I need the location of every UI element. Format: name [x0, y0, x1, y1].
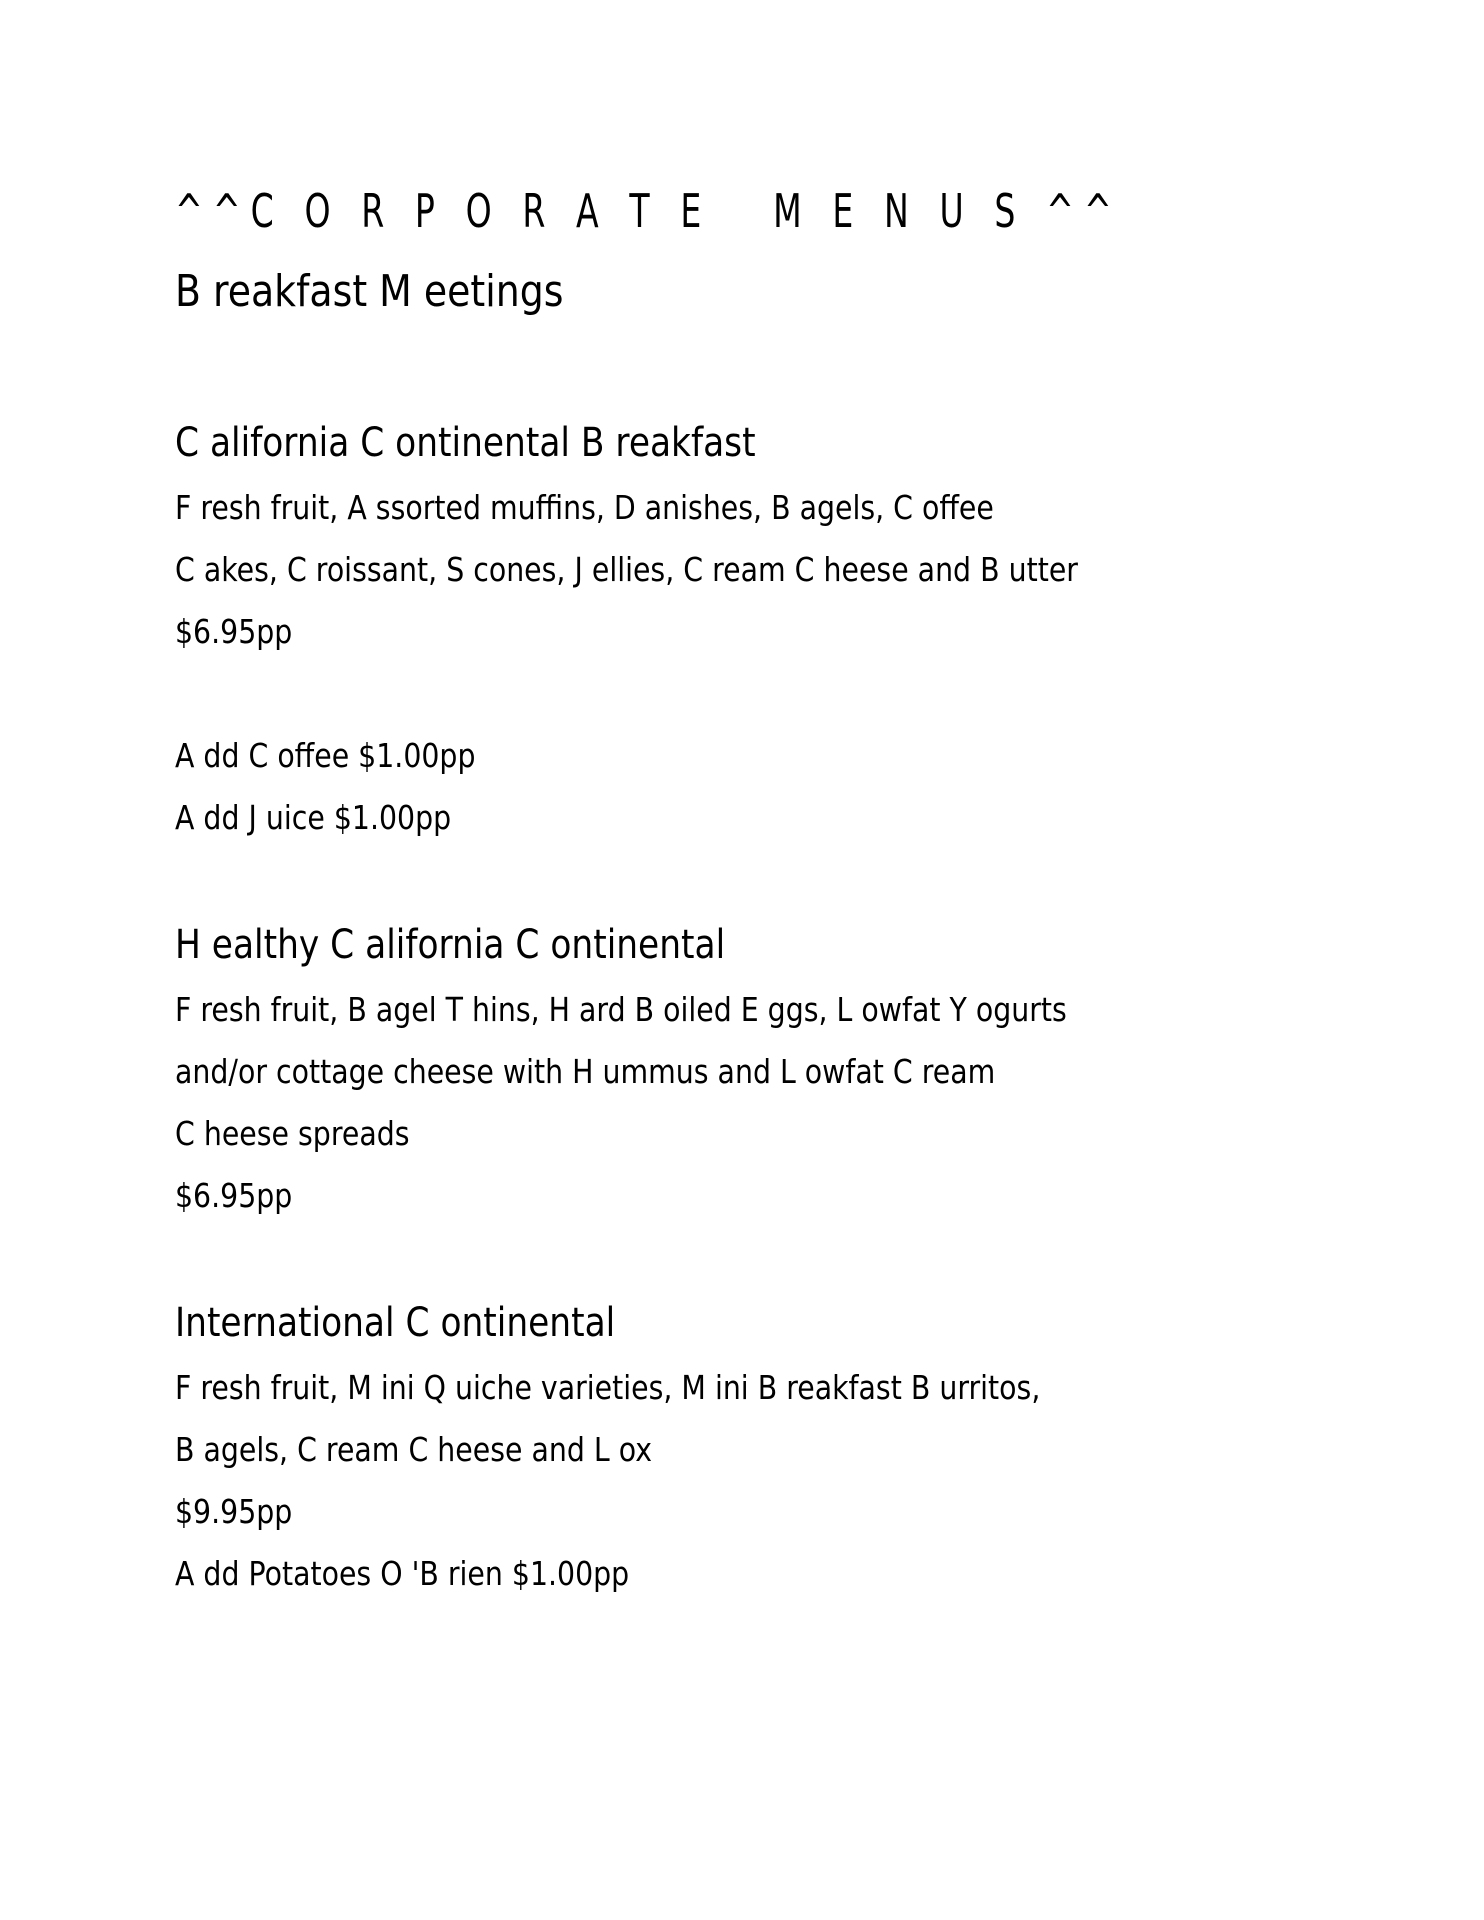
menu-item-description: C heese spreads: [175, 1114, 410, 1153]
menu-item-description: B agels, C ream C heese and L ox: [175, 1430, 653, 1469]
menu-item-description: F resh fruit, M ini Q uiche varieties, M ini B reakfast B urritos,: [175, 1368, 1041, 1407]
menu-item-description: C akes, C roissant, S cones, J ellies, C ream C heese and B utter: [175, 550, 1078, 589]
menu-item-price: $6.95pp: [175, 612, 293, 651]
menu-addon: A dd J uice $1.00pp: [175, 798, 452, 837]
menu-item-description: F resh fruit, B agel T hins, H ard B oiled E ggs, L owfat Y ogurts: [175, 990, 1067, 1029]
page-title: ^^C O R P O R A T E M E N U S ^^: [175, 184, 1122, 238]
menu-page: [175, 0, 1425, 1920]
menu-item-title: H ealthy C alifornia C ontinental: [175, 922, 726, 968]
menu-item-price: $9.95pp: [175, 1492, 293, 1531]
menu-item-description: F resh fruit, A ssorted muffins, D anishes, B agels, C offee: [175, 488, 994, 527]
menu-addon: A dd Potatoes O 'B rien $1.00pp: [175, 1554, 630, 1593]
menu-item-description: and/or cottage cheese with H ummus and L owfat C ream: [175, 1052, 996, 1091]
menu-addon: A dd C offee $1.00pp: [175, 736, 476, 775]
menu-item-title: International C ontinental: [175, 1300, 616, 1346]
menu-item-title: C alifornia C ontinental B reakfast: [175, 420, 756, 466]
menu-item-price: $6.95pp: [175, 1176, 293, 1215]
page-subtitle: B reakfast M eetings: [175, 266, 564, 317]
